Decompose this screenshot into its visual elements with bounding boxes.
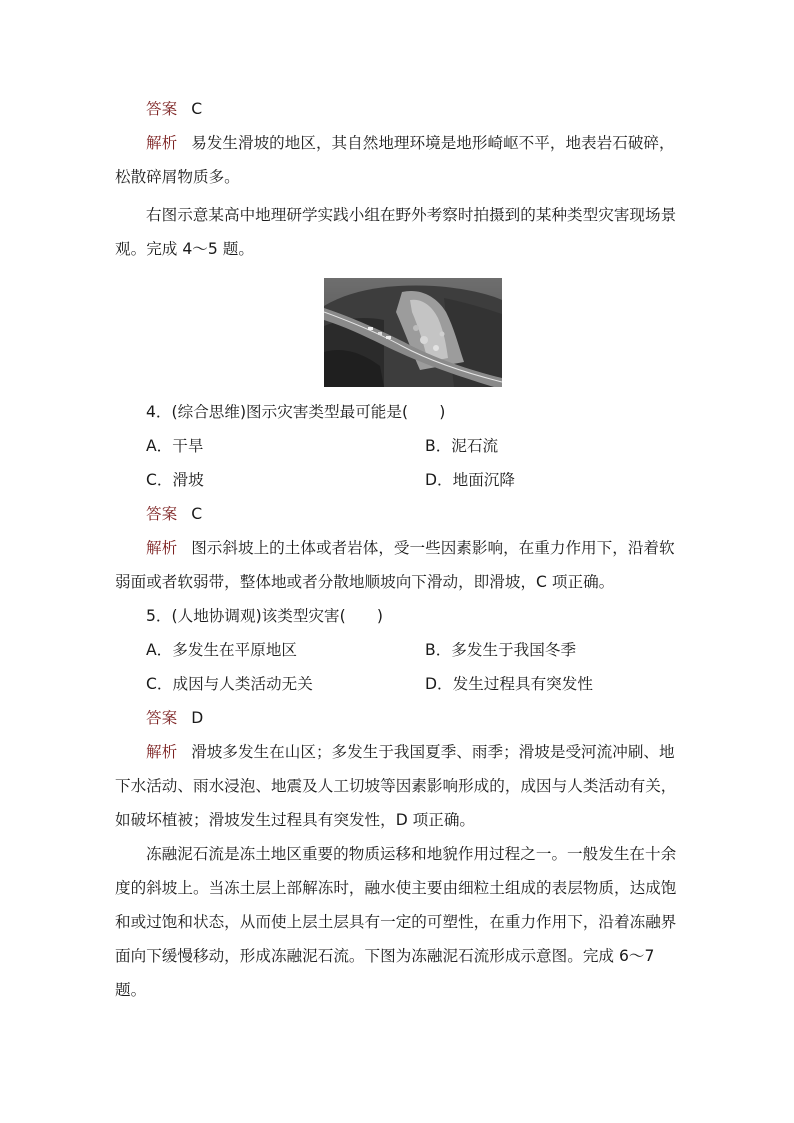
option-b: B．泥石流 [425,437,499,455]
option-a: A．干旱 [146,437,204,455]
answer-line-4 [115,497,681,531]
analysis-text: 易发生滑坡的地区，其自然地理环境是地形崎岖不平，地表岩石破碎，松散碎屑物质多。 [115,134,675,186]
answer-value: C [191,100,203,118]
analysis-paragraph-5 [115,735,681,837]
passage-paragraph: 冻融泥石流是冻土地区重要的物质运移和地貌作用过程之一。一般发生在十余度的斜坡上。当冻土层上部解冻时，融水使主要由细粒土组成的表层物质，达成饱和或过饱和状态，从而使上层土层具有一定的可塑性，在重力作用下，沿着冻融界面向下缓慢移动，形成冻融泥石流。下图为冻融泥石流形成示意图。完成 6～7 题。 [115,845,677,999]
intro-paragraph: 右图示意某高中地理研学实践小组在野外考察时拍摄到的某种类型灾害现场景观。完成 4～5 题。 [115,206,677,258]
answer-label: 答案 [146,505,178,523]
answer-line-1 [115,92,681,126]
analysis-paragraph-4 [115,531,681,599]
option-a: A．多发生在平原地区 [146,641,298,659]
answer-value: C [191,505,203,523]
analysis-text: 图示斜坡上的土体或者岩体，受一些因素影响，在重力作用下，沿着软弱面或者软弱带，整体地或者分散地顺坡向下滑动，即滑坡，C 项正确。 [115,539,675,591]
worksheet-page [115,92,681,1007]
option-b: B．多发生于我国冬季 [425,641,577,659]
analysis-label: 解析 [146,539,178,557]
analysis-text: 滑坡多发生在山区；多发生于我国夏季、雨季；滑坡是受河流冲刷、地下水活动、雨水浸泡、地震及人工切坡等因素影响形成的，成因与人类活动有关，如破坏植被；滑坡发生过程具有突发性，D 项正确。 [115,743,677,829]
question-5-stem: 5．(人地协调观)该类型灾害( ) [146,607,383,625]
question-4-stem: 4．(综合思维)图示灾害类型最可能是( ) [146,403,446,421]
landslide-photo [324,278,502,387]
analysis-label: 解析 [146,743,178,761]
analysis-paragraph-1 [115,126,681,194]
question-4-options [115,429,681,497]
option-d: D．地面沉降 [425,471,515,489]
analysis-label: 解析 [146,134,178,152]
answer-label: 答案 [146,709,178,727]
answer-line-5 [115,701,681,735]
answer-value: D [191,709,204,727]
option-c: C．成因与人类活动无关 [146,675,313,693]
question-5-options [115,633,681,701]
option-d: D．发生过程具有突发性 [425,675,593,693]
answer-label: 答案 [146,100,178,118]
option-c: C．滑坡 [146,471,204,489]
